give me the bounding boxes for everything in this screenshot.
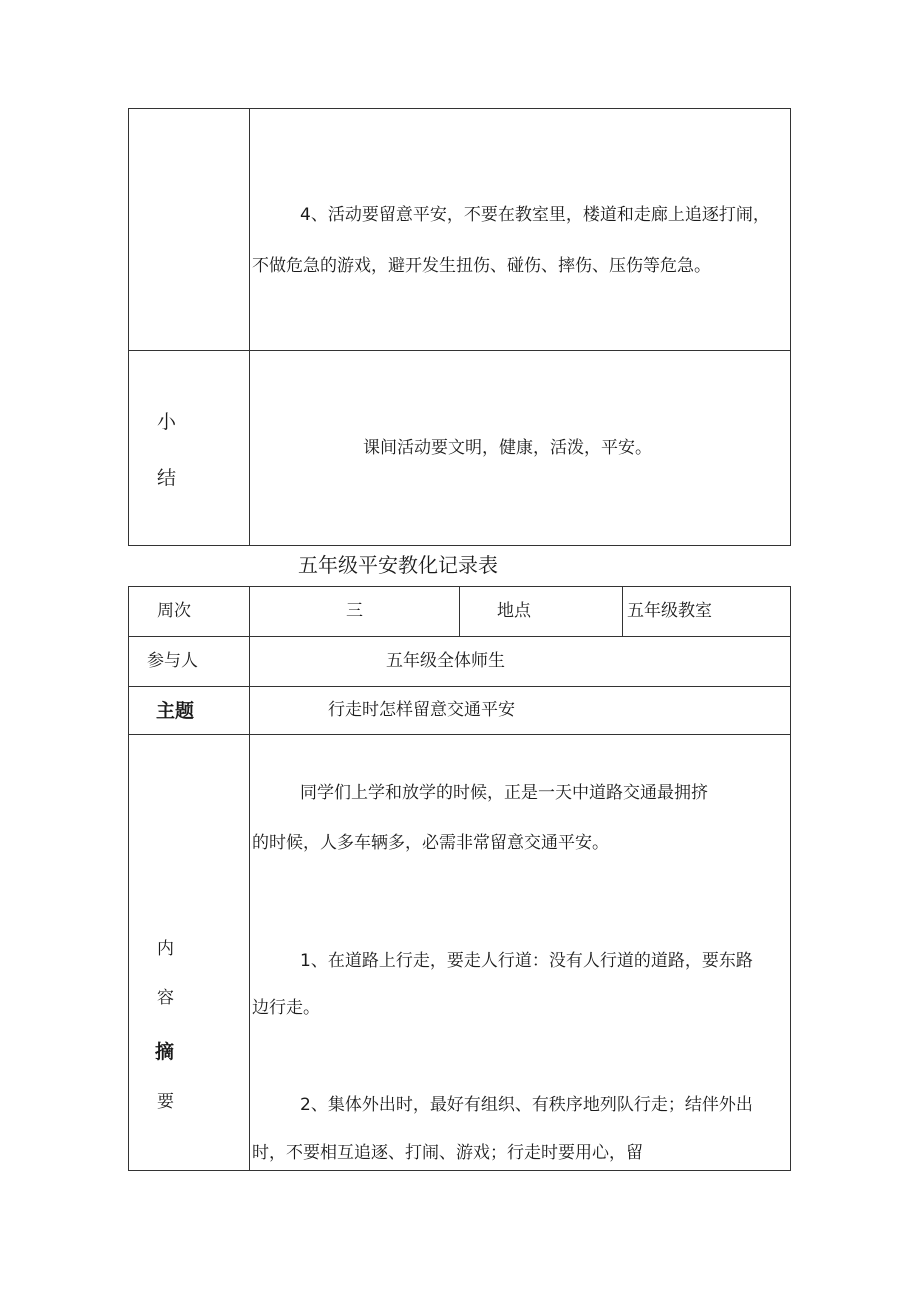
- location-value-divider: [622, 586, 623, 636]
- row-divider-3: [128, 734, 791, 735]
- summary-label-2: 结: [157, 467, 177, 489]
- table-1-column-divider: [249, 108, 250, 546]
- location-label: 地点: [497, 601, 531, 621]
- table-2-label-column-divider: [249, 586, 250, 1171]
- content-label-char-2: 容: [157, 988, 174, 1008]
- participants-label: 参与人: [147, 651, 198, 671]
- summary-text: 课间活动要文明，健康，活泼，平安。: [363, 438, 652, 458]
- table-2: [128, 586, 791, 1171]
- table-1-row-divider: [128, 350, 791, 351]
- item-1-line-2: 边行走。: [252, 998, 320, 1018]
- content-label-char-3: 摘: [155, 1041, 175, 1063]
- intro-line-2: 的时候，人多车辆多，必需非常留意交通平安。: [252, 833, 609, 853]
- content-label-char-4: 要: [157, 1092, 174, 1112]
- table-1: [128, 108, 791, 546]
- week-location-divider: [459, 586, 460, 636]
- intro-line-1: 同学们上学和放学的时候，正是一天中道路交通最拥挤: [300, 783, 708, 803]
- row-divider-1: [128, 636, 791, 637]
- item-4-line-2: 不做危急的游戏，避开发生扭伤、碰伤、摔伤、压伤等危急。: [252, 256, 711, 276]
- week-label: 周次: [157, 601, 191, 621]
- content-label-char-1: 内: [157, 939, 174, 959]
- theme-value: 行走时怎样留意交通平安: [328, 700, 515, 720]
- participants-value: 五年级全体师生: [386, 651, 505, 671]
- item-1-line-1: 1、在道路上行走，要走人行道：没有人行道的道路，要东路: [300, 951, 753, 971]
- table-2-title: 五年级平安教化记录表: [298, 553, 498, 577]
- item-4-line-1: 4、活动要留意平安，不要在教室里，楼道和走廊上追逐打闹，: [300, 205, 770, 225]
- summary-label-1: 小: [157, 411, 177, 433]
- row-divider-2: [128, 686, 791, 687]
- theme-label: 主题: [156, 700, 195, 722]
- item-2-line-2: 时，不要相互追逐、打闹、游戏；行走时要用心，留: [252, 1143, 643, 1163]
- item-2-line-1: 2、集体外出时，最好有组织、有秩序地列队行走；结伴外出: [300, 1095, 753, 1115]
- week-value: 三: [346, 601, 363, 621]
- location-value: 五年级教室: [627, 601, 712, 621]
